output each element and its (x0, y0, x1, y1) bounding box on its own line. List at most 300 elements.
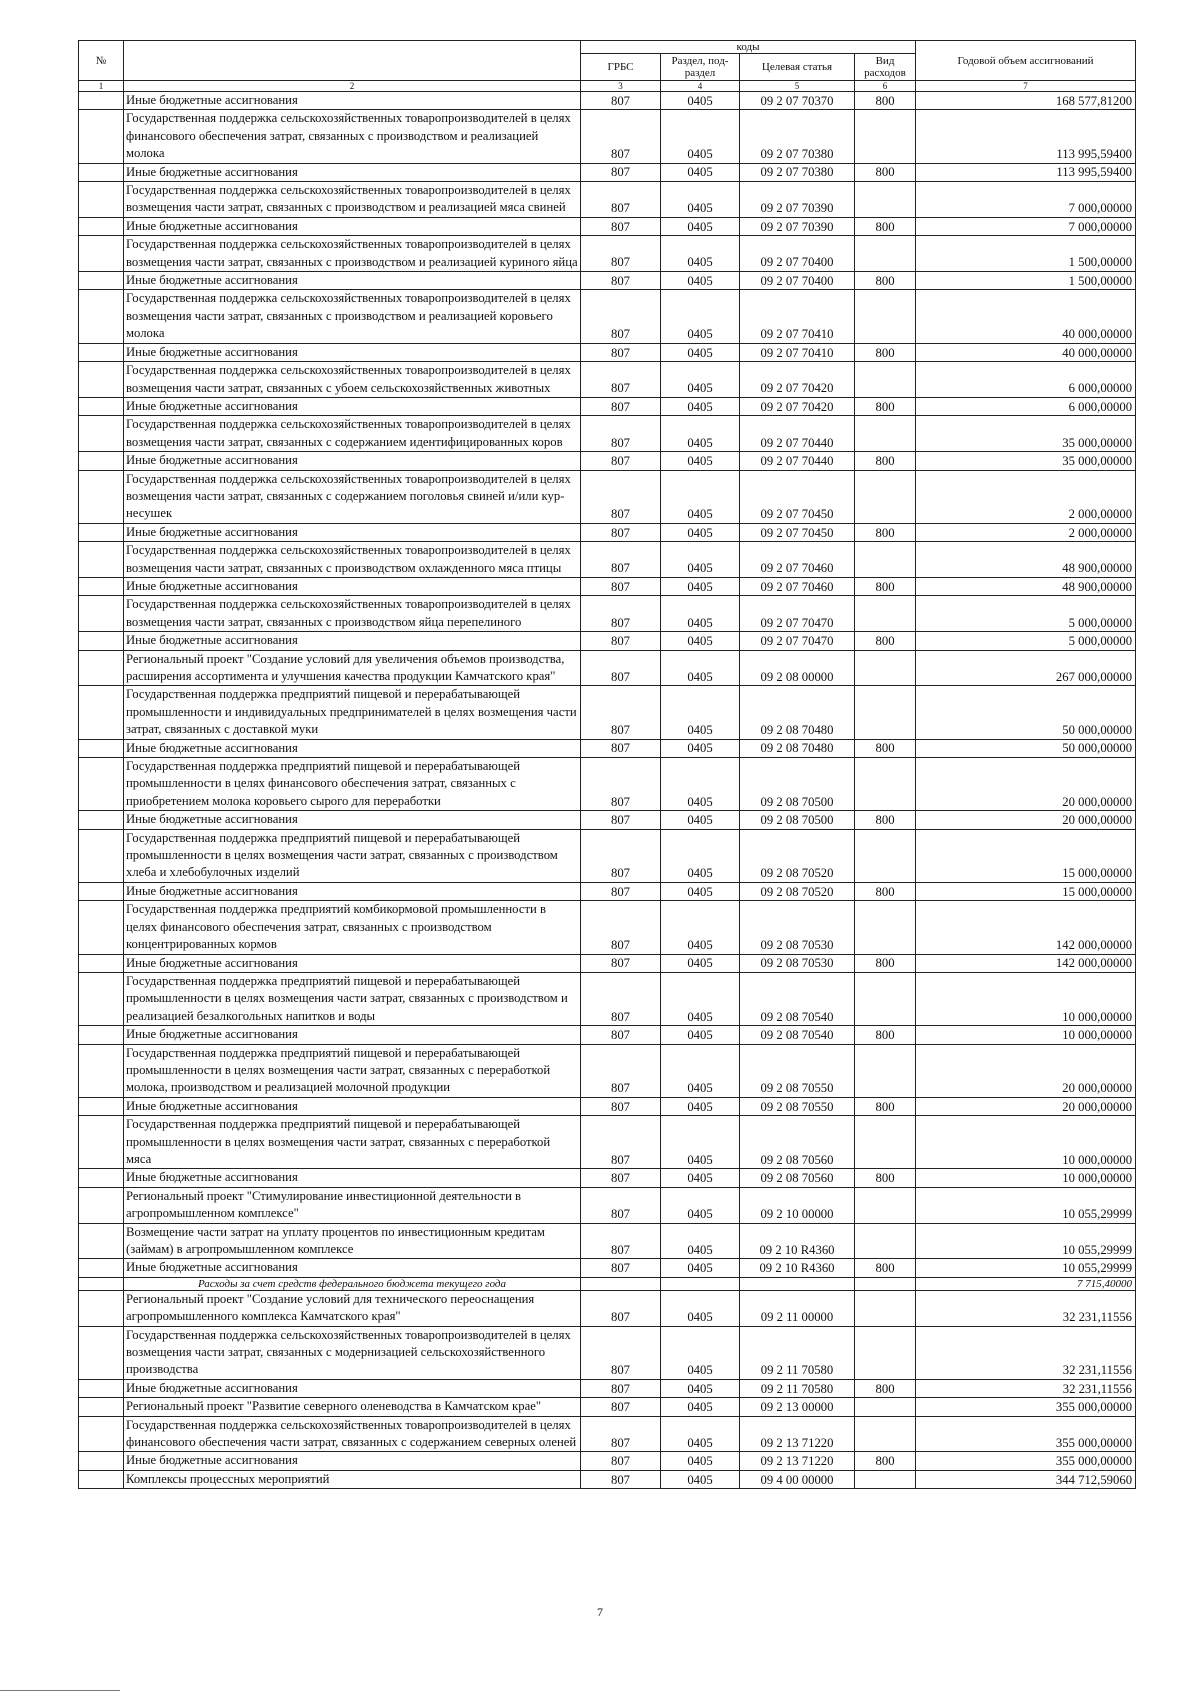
header-num: № (79, 41, 124, 81)
row-target-cell: 09 2 10 R4360 (740, 1223, 855, 1259)
row-type-cell (855, 686, 916, 739)
row-amount-cell: 10 055,29999 (916, 1187, 1136, 1223)
row-grbs-cell: 807 (581, 1187, 661, 1223)
row-target-cell: 09 2 07 70380 (740, 110, 855, 163)
table-row (79, 1097, 1136, 1115)
row-amount-cell: 168 577,81200 (916, 92, 1136, 110)
row-number-cell (79, 1187, 124, 1223)
row-amount-cell: 40 000,00000 (916, 290, 1136, 343)
row-number-cell (79, 397, 124, 415)
row-section-cell: 0405 (661, 901, 740, 954)
row-section-cell: 0405 (661, 1223, 740, 1259)
row-name-cell: Государственная поддержка предприятий пищевой и перерабатывающей промышленности в целях возмещения части затрат, связанных с переработкой молока, производством и реализацией молочной продукции (124, 1044, 581, 1097)
row-name-cell: Иные бюджетные ассигнования (124, 523, 581, 541)
row-number-cell (79, 470, 124, 523)
row-amount-cell: 2 000,00000 (916, 523, 1136, 541)
row-grbs-cell: 807 (581, 1379, 661, 1397)
row-target-cell: 09 2 08 70480 (740, 686, 855, 739)
row-name-cell: Государственная поддержка сельскохозяйственных товаропроизводителей в целях возмещения части затрат, связанных с содержанием поголовья свиней и/или кур-несушек (124, 470, 581, 523)
row-section-cell: 0405 (661, 1398, 740, 1416)
row-amount-cell: 15 000,00000 (916, 882, 1136, 900)
row-section-cell: 0405 (661, 452, 740, 470)
row-target-cell: 09 2 13 71220 (740, 1452, 855, 1470)
col-number: 7 (916, 81, 1136, 92)
row-amount-cell: 15 000,00000 (916, 829, 1136, 882)
row-section-cell: 0405 (661, 1326, 740, 1379)
row-name-cell: Иные бюджетные ассигнования (124, 272, 581, 290)
table-row (79, 1259, 1136, 1277)
row-name-cell: Иные бюджетные ассигнования (124, 882, 581, 900)
row-name-cell: Иные бюджетные ассигнования (124, 811, 581, 829)
row-type-cell (855, 1290, 916, 1326)
row-name-cell: Иные бюджетные ассигнования (124, 92, 581, 110)
row-section-cell: 0405 (661, 343, 740, 361)
row-section-cell: 0405 (661, 686, 740, 739)
row-amount-cell: 1 500,00000 (916, 236, 1136, 272)
row-amount-cell: 10 000,00000 (916, 972, 1136, 1025)
row-name-cell: Расходы за счет средств федерального бюджета текущего года (124, 1277, 581, 1290)
table-row (79, 163, 1136, 181)
row-grbs-cell: 807 (581, 452, 661, 470)
row-amount-cell: 113 995,59400 (916, 163, 1136, 181)
row-amount-cell: 6 000,00000 (916, 397, 1136, 415)
row-number-cell (79, 577, 124, 595)
row-target-cell: 09 2 08 00000 (740, 650, 855, 686)
row-type-cell: 800 (855, 1259, 916, 1277)
row-target-cell: 09 2 07 70400 (740, 272, 855, 290)
row-number-cell (79, 739, 124, 757)
row-target-cell: 09 2 08 70560 (740, 1169, 855, 1187)
row-number-cell (79, 163, 124, 181)
row-target-cell: 09 2 08 70540 (740, 1026, 855, 1044)
row-type-cell (855, 1470, 916, 1488)
row-target-cell: 09 2 07 70450 (740, 523, 855, 541)
row-amount-cell: 32 231,11556 (916, 1290, 1136, 1326)
row-name-cell: Иные бюджетные ассигнования (124, 397, 581, 415)
row-number-cell (79, 290, 124, 343)
row-number-cell (79, 1169, 124, 1187)
row-name-cell: Государственная поддержка сельскохозяйственных товаропроизводителей в целях возмещения части затрат, связанных с производством и реализацией куриного яйца (124, 236, 581, 272)
table-row (79, 1277, 1136, 1290)
row-section-cell: 0405 (661, 1379, 740, 1397)
table-row (79, 829, 1136, 882)
row-target-cell: 09 2 08 70550 (740, 1044, 855, 1097)
table-row (79, 542, 1136, 578)
table-row (79, 290, 1136, 343)
row-type-cell (855, 1398, 916, 1416)
table-row (79, 1470, 1136, 1488)
row-grbs-cell: 807 (581, 362, 661, 398)
table-header (79, 41, 1136, 92)
row-number-cell (79, 1026, 124, 1044)
row-section-cell: 0405 (661, 1470, 740, 1488)
row-name-cell: Комплексы процессных мероприятий (124, 1470, 581, 1488)
row-grbs-cell: 807 (581, 650, 661, 686)
row-name-cell: Иные бюджетные ассигнования (124, 632, 581, 650)
row-number-cell (79, 811, 124, 829)
row-amount-cell: 20 000,00000 (916, 1044, 1136, 1097)
table-row (79, 1116, 1136, 1169)
row-amount-cell: 10 000,00000 (916, 1116, 1136, 1169)
table-row (79, 1169, 1136, 1187)
row-grbs-cell: 807 (581, 1116, 661, 1169)
row-amount-cell: 20 000,00000 (916, 758, 1136, 811)
row-number-cell (79, 758, 124, 811)
row-grbs-cell: 807 (581, 829, 661, 882)
table-row (79, 758, 1136, 811)
row-section-cell: 0405 (661, 596, 740, 632)
row-grbs-cell: 807 (581, 343, 661, 361)
row-section-cell: 0405 (661, 362, 740, 398)
table-row (79, 1452, 1136, 1470)
row-section-cell: 0405 (661, 1044, 740, 1097)
table-row (79, 954, 1136, 972)
row-type-cell: 800 (855, 954, 916, 972)
header-amount: Годовой объем ассигнований (916, 41, 1136, 81)
row-amount-cell: 5 000,00000 (916, 596, 1136, 632)
row-section-cell: 0405 (661, 577, 740, 595)
row-grbs-cell: 807 (581, 182, 661, 218)
row-name-cell: Государственная поддержка предприятий комбикормовой промышленности в целях финансового обеспечения затрат, связанных с производством концентрированных кормов (124, 901, 581, 954)
row-type-cell: 800 (855, 523, 916, 541)
row-type-cell: 800 (855, 1379, 916, 1397)
row-amount-cell: 142 000,00000 (916, 954, 1136, 972)
row-number-cell (79, 954, 124, 972)
row-number-cell (79, 1277, 124, 1290)
table-row (79, 1326, 1136, 1379)
row-number-cell (79, 1416, 124, 1452)
row-target-cell: 09 2 11 70580 (740, 1379, 855, 1397)
col-number: 5 (740, 81, 855, 92)
row-amount-cell: 7 000,00000 (916, 217, 1136, 235)
row-target-cell: 09 2 07 70390 (740, 217, 855, 235)
row-amount-cell: 20 000,00000 (916, 1097, 1136, 1115)
row-grbs-cell: 807 (581, 1259, 661, 1277)
row-number-cell (79, 217, 124, 235)
row-type-cell (855, 182, 916, 218)
row-grbs-cell: 807 (581, 1097, 661, 1115)
row-number-cell (79, 1097, 124, 1115)
row-grbs-cell: 807 (581, 1326, 661, 1379)
row-number-cell (79, 416, 124, 452)
row-section-cell: 0405 (661, 236, 740, 272)
scan-edge-line (0, 1690, 120, 1691)
row-amount-cell: 267 000,00000 (916, 650, 1136, 686)
row-type-cell (855, 901, 916, 954)
row-target-cell: 09 2 08 70500 (740, 758, 855, 811)
row-amount-cell: 5 000,00000 (916, 632, 1136, 650)
row-target-cell: 09 2 08 70530 (740, 901, 855, 954)
row-target-cell: 09 2 07 70440 (740, 416, 855, 452)
row-number-cell (79, 1044, 124, 1097)
row-type-cell (855, 236, 916, 272)
row-number-cell (79, 972, 124, 1025)
row-section-cell: 0405 (661, 416, 740, 452)
row-grbs-cell: 807 (581, 1470, 661, 1488)
table-row (79, 1044, 1136, 1097)
header-grbs: ГРБС (581, 54, 661, 81)
row-amount-cell: 35 000,00000 (916, 416, 1136, 452)
row-name-cell: Иные бюджетные ассигнования (124, 452, 581, 470)
table-row (79, 217, 1136, 235)
row-name-cell: Государственная поддержка сельскохозяйственных товаропроизводителей в целях финансового обеспечения затрат, связанных с производством и реализацией молока (124, 110, 581, 163)
row-section-cell: 0405 (661, 739, 740, 757)
row-name-cell: Возмещение части затрат на уплату процентов по инвестиционным кредитам (займам) в агропромышленном комплексе (124, 1223, 581, 1259)
row-target-cell: 09 2 08 70550 (740, 1097, 855, 1115)
header-column-numbers (79, 81, 1136, 92)
row-grbs-cell: 807 (581, 272, 661, 290)
row-type-cell: 800 (855, 1452, 916, 1470)
row-name-cell: Региональный проект "Стимулирование инвестиционной деятельности в агропромышленном комплексе" (124, 1187, 581, 1223)
row-grbs-cell: 807 (581, 92, 661, 110)
row-target-cell: 09 2 08 70480 (740, 739, 855, 757)
table-row (79, 1379, 1136, 1397)
table-row (79, 1026, 1136, 1044)
row-number-cell (79, 362, 124, 398)
row-type-cell: 800 (855, 452, 916, 470)
row-amount-cell: 7 000,00000 (916, 182, 1136, 218)
row-type-cell: 800 (855, 577, 916, 595)
row-type-cell: 800 (855, 1097, 916, 1115)
table-row (79, 739, 1136, 757)
row-target-cell: 09 2 07 70410 (740, 290, 855, 343)
row-grbs-cell: 807 (581, 542, 661, 578)
row-grbs-cell: 807 (581, 1044, 661, 1097)
row-number-cell (79, 542, 124, 578)
row-target-cell: 09 2 10 00000 (740, 1187, 855, 1223)
row-section-cell (661, 1277, 740, 1290)
table-row (79, 1416, 1136, 1452)
row-type-cell (855, 416, 916, 452)
row-name-cell: Иные бюджетные ассигнования (124, 1026, 581, 1044)
row-name-cell: Иные бюджетные ассигнования (124, 343, 581, 361)
row-section-cell: 0405 (661, 470, 740, 523)
row-section-cell: 0405 (661, 1169, 740, 1187)
row-grbs-cell: 807 (581, 901, 661, 954)
row-number-cell (79, 1379, 124, 1397)
table-row (79, 397, 1136, 415)
row-target-cell: 09 2 08 70520 (740, 829, 855, 882)
row-name-cell: Государственная поддержка сельскохозяйственных товаропроизводителей в целях возмещения части затрат, связанных с производством и реализацией мяса свиней (124, 182, 581, 218)
row-amount-cell: 2 000,00000 (916, 470, 1136, 523)
row-amount-cell: 10 055,29999 (916, 1223, 1136, 1259)
row-target-cell: 09 2 07 70410 (740, 343, 855, 361)
col-number: 4 (661, 81, 740, 92)
table-row (79, 470, 1136, 523)
row-section-cell: 0405 (661, 1416, 740, 1452)
row-grbs-cell: 807 (581, 811, 661, 829)
row-target-cell: 09 2 07 70460 (740, 542, 855, 578)
row-grbs-cell: 807 (581, 416, 661, 452)
header-section: Раздел, под-раздел (661, 54, 740, 81)
row-type-cell (855, 290, 916, 343)
page-number: 7 (597, 1605, 603, 1619)
row-section-cell: 0405 (661, 632, 740, 650)
col-number: 1 (79, 81, 124, 92)
table-row (79, 182, 1136, 218)
row-target-cell: 09 4 00 00000 (740, 1470, 855, 1488)
row-grbs-cell: 807 (581, 882, 661, 900)
table-row (79, 972, 1136, 1025)
row-number-cell (79, 596, 124, 632)
row-type-cell: 800 (855, 882, 916, 900)
row-section-cell: 0405 (661, 1452, 740, 1470)
row-amount-cell: 32 231,11556 (916, 1326, 1136, 1379)
row-type-cell: 800 (855, 272, 916, 290)
row-target-cell: 09 2 10 R4360 (740, 1259, 855, 1277)
row-target-cell: 09 2 08 70560 (740, 1116, 855, 1169)
row-number-cell (79, 686, 124, 739)
row-type-cell (855, 542, 916, 578)
row-number-cell (79, 829, 124, 882)
row-grbs-cell: 807 (581, 523, 661, 541)
row-grbs-cell: 807 (581, 954, 661, 972)
row-type-cell: 800 (855, 1026, 916, 1044)
row-amount-cell: 50 000,00000 (916, 686, 1136, 739)
row-name-cell: Государственная поддержка предприятий пищевой и перерабатывающей промышленности в целях возмещения части затрат, связанных с производством и реализацией безалкогольных напитков и воды (124, 972, 581, 1025)
row-number-cell (79, 343, 124, 361)
row-name-cell: Государственная поддержка сельскохозяйственных товаропроизводителей в целях возмещения части затрат, связанных с модернизацией сельскохозяйственного производства (124, 1326, 581, 1379)
row-target-cell: 09 2 07 70420 (740, 362, 855, 398)
row-name-cell: Иные бюджетные ассигнования (124, 577, 581, 595)
table-row (79, 1187, 1136, 1223)
row-amount-cell: 344 712,59060 (916, 1470, 1136, 1488)
row-section-cell: 0405 (661, 972, 740, 1025)
row-type-cell (855, 1044, 916, 1097)
table-row (79, 1398, 1136, 1416)
row-grbs-cell: 807 (581, 972, 661, 1025)
table-row (79, 882, 1136, 900)
row-type-cell (855, 972, 916, 1025)
table-row (79, 596, 1136, 632)
row-number-cell (79, 1259, 124, 1277)
row-target-cell: 09 2 11 00000 (740, 1290, 855, 1326)
row-grbs-cell: 807 (581, 577, 661, 595)
row-amount-cell: 32 231,11556 (916, 1379, 1136, 1397)
budget-table-sheet (78, 40, 1135, 1489)
table-row (79, 110, 1136, 163)
row-amount-cell: 1 500,00000 (916, 272, 1136, 290)
row-grbs-cell: 807 (581, 110, 661, 163)
row-name-cell: Иные бюджетные ассигнования (124, 1379, 581, 1397)
row-section-cell: 0405 (661, 163, 740, 181)
row-target-cell: 09 2 07 70470 (740, 596, 855, 632)
row-target-cell: 09 2 07 70390 (740, 182, 855, 218)
row-target-cell: 09 2 07 70450 (740, 470, 855, 523)
row-grbs-cell: 807 (581, 1223, 661, 1259)
table-body (79, 92, 1136, 1489)
row-number-cell (79, 1452, 124, 1470)
row-name-cell: Иные бюджетные ассигнования (124, 163, 581, 181)
row-target-cell: 09 2 11 70580 (740, 1326, 855, 1379)
row-number-cell (79, 1116, 124, 1169)
row-target-cell: 09 2 07 70370 (740, 92, 855, 110)
row-grbs-cell: 807 (581, 470, 661, 523)
row-grbs-cell: 807 (581, 758, 661, 811)
row-type-cell (855, 758, 916, 811)
row-target-cell: 09 2 07 70440 (740, 452, 855, 470)
col-number: 2 (124, 81, 581, 92)
row-number-cell (79, 1470, 124, 1488)
row-type-cell: 800 (855, 739, 916, 757)
row-name-cell: Региональный проект "Создание условий для увеличения объемов производства, расширения ассортимента и улучшения качества продукции Камчатского края" (124, 650, 581, 686)
row-section-cell: 0405 (661, 397, 740, 415)
table-row (79, 523, 1136, 541)
row-grbs-cell: 807 (581, 290, 661, 343)
row-number-cell (79, 1326, 124, 1379)
row-name-cell: Региональный проект "Создание условий для технического переоснащения агропромышленного комплекса Камчатского края" (124, 1290, 581, 1326)
row-name-cell: Иные бюджетные ассигнования (124, 1259, 581, 1277)
budget-table (78, 40, 1136, 1489)
row-number-cell (79, 523, 124, 541)
table-row (79, 416, 1136, 452)
row-grbs-cell: 807 (581, 1398, 661, 1416)
row-type-cell: 800 (855, 217, 916, 235)
row-grbs-cell: 807 (581, 1452, 661, 1470)
row-name-cell: Иные бюджетные ассигнования (124, 1452, 581, 1470)
row-type-cell (855, 1116, 916, 1169)
header-codes: коды (581, 41, 916, 54)
row-name-cell: Иные бюджетные ассигнования (124, 739, 581, 757)
row-type-cell: 800 (855, 163, 916, 181)
row-type-cell (855, 829, 916, 882)
row-type-cell (855, 596, 916, 632)
row-section-cell: 0405 (661, 542, 740, 578)
row-section-cell: 0405 (661, 217, 740, 235)
row-name-cell: Иные бюджетные ассигнования (124, 217, 581, 235)
row-section-cell: 0405 (661, 92, 740, 110)
table-row (79, 362, 1136, 398)
row-amount-cell: 20 000,00000 (916, 811, 1136, 829)
table-row (79, 686, 1136, 739)
row-section-cell: 0405 (661, 1187, 740, 1223)
row-number-cell (79, 901, 124, 954)
row-target-cell: 09 2 13 71220 (740, 1416, 855, 1452)
row-target-cell: 09 2 07 70400 (740, 236, 855, 272)
row-number-cell (79, 1398, 124, 1416)
row-name-cell: Иные бюджетные ассигнования (124, 1097, 581, 1115)
row-amount-cell: 10 000,00000 (916, 1026, 1136, 1044)
row-type-cell (855, 110, 916, 163)
row-grbs-cell: 807 (581, 236, 661, 272)
row-target-cell: 09 2 13 00000 (740, 1398, 855, 1416)
row-grbs-cell: 807 (581, 1026, 661, 1044)
row-section-cell: 0405 (661, 110, 740, 163)
table-row (79, 577, 1136, 595)
row-name-cell: Государственная поддержка предприятий пищевой и перерабатывающей промышленности в целях финансового обеспечения затрат, связанных с приобретением молока коровьего сырого для переработки (124, 758, 581, 811)
row-number-cell (79, 92, 124, 110)
row-amount-cell: 6 000,00000 (916, 362, 1136, 398)
row-type-cell (855, 1187, 916, 1223)
table-row (79, 272, 1136, 290)
row-target-cell: 09 2 08 70530 (740, 954, 855, 972)
col-number: 3 (581, 81, 661, 92)
row-name-cell: Иные бюджетные ассигнования (124, 954, 581, 972)
row-amount-cell: 35 000,00000 (916, 452, 1136, 470)
row-section-cell: 0405 (661, 1259, 740, 1277)
row-section-cell: 0405 (661, 954, 740, 972)
row-grbs-cell: 807 (581, 163, 661, 181)
row-amount-cell: 7 715,40000 (916, 1277, 1136, 1290)
col-number: 6 (855, 81, 916, 92)
header-name (124, 41, 581, 81)
row-number-cell (79, 1223, 124, 1259)
row-number-cell (79, 882, 124, 900)
header-type: Вид расходов (855, 54, 916, 81)
row-target-cell: 09 2 08 70540 (740, 972, 855, 1025)
row-number-cell (79, 452, 124, 470)
row-type-cell: 800 (855, 343, 916, 361)
